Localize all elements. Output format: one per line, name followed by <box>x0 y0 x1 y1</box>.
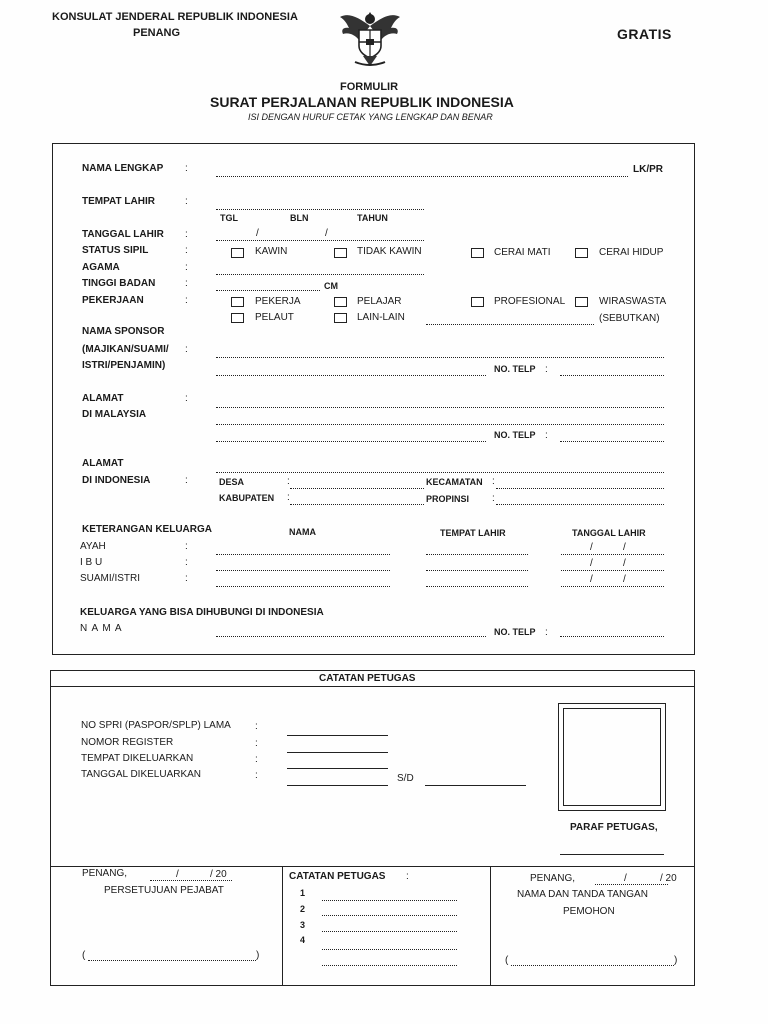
penang-date-label-applicant: PENANG, <box>530 873 576 884</box>
signature-close: ) <box>674 955 678 966</box>
tempat-dikeluarkan-label: TEMPAT DIKELUARKAN <box>81 753 194 764</box>
tahun-label: TAHUN <box>357 213 388 223</box>
pekerjaan-label: PEKERJAAN <box>82 295 144 306</box>
penang-date-label: PENANG, <box>82 868 128 879</box>
propinsi-label: PROPINSI <box>426 494 470 504</box>
ayah-nama-field[interactable] <box>216 554 390 555</box>
kabupaten-label: KABUPATEN <box>219 493 275 503</box>
bottom-divider <box>50 866 695 867</box>
sponsor-telp-field[interactable] <box>560 375 664 376</box>
approval-date-field[interactable] <box>150 880 232 881</box>
date-slash: / <box>325 228 328 239</box>
colon: : <box>492 476 495 487</box>
colon: : <box>185 295 188 306</box>
applicant-signature-field[interactable] <box>511 965 674 966</box>
nomor-register-label: NOMOR REGISTER <box>81 737 174 748</box>
tanggal-lahir-field[interactable] <box>216 240 424 241</box>
colon: : <box>255 738 258 749</box>
sponsor-label-line2: (MAJIKAN/SUAMI/ <box>82 344 169 355</box>
wiraswasta-label: WIRASWASTA <box>599 296 667 307</box>
cerai-hidup-checkbox[interactable] <box>575 248 588 258</box>
sd-label: S/D <box>397 773 414 784</box>
ibu-tempat-field[interactable] <box>426 570 528 571</box>
colon: : <box>185 229 188 240</box>
suami-istri-label: SUAMI/ISTRI <box>80 573 141 584</box>
colon: : <box>185 393 188 404</box>
date-slash: / <box>176 869 179 880</box>
sponsor-name-field[interactable] <box>216 357 664 358</box>
tanggal-dikeluarkan-field[interactable] <box>287 785 388 786</box>
note-line-1[interactable] <box>322 900 457 901</box>
lain-lain-checkbox[interactable] <box>334 313 347 323</box>
tgl-label: TGL <box>220 213 238 223</box>
alamat-malaysia-label: ALAMAT <box>82 393 124 404</box>
malaysia-telp-field[interactable] <box>560 441 664 442</box>
date-slash: / <box>623 574 626 585</box>
contact-nama-field[interactable] <box>216 636 486 637</box>
colon: : <box>185 262 188 273</box>
nomor-register-field[interactable] <box>287 752 388 753</box>
date-slash: / <box>623 558 626 569</box>
ayah-label: AYAH <box>80 541 106 552</box>
note-line-3[interactable] <box>322 931 457 932</box>
pekerja-label: PEKERJA <box>255 296 301 307</box>
kabupaten-field[interactable] <box>290 504 424 505</box>
kecamatan-label: KECAMATAN <box>426 477 483 487</box>
form-title: SURAT PERJALANAN REPUBLIK INDONESIA <box>210 94 514 110</box>
kawin-label: KAWIN <box>255 246 288 257</box>
tinggi-badan-field[interactable] <box>216 290 320 291</box>
colon: : <box>185 245 188 256</box>
garuda-emblem-icon <box>337 8 403 68</box>
ibu-tanggal-field[interactable] <box>561 570 664 571</box>
profesional-label: PROFESIONAL <box>494 296 566 307</box>
tanggal-dikeluarkan-label: TANGGAL DIKELUARKAN <box>81 769 202 780</box>
colon: : <box>255 770 258 781</box>
alamat-malaysia-field-3[interactable] <box>216 441 486 442</box>
pelajar-checkbox[interactable] <box>334 297 347 307</box>
consulate-name: KONSULAT JENDERAL REPUBLIK INDONESIA <box>52 11 298 23</box>
alamat-indonesia-field[interactable] <box>216 472 664 473</box>
colon: : <box>185 196 188 207</box>
signature-close: ) <box>256 950 260 961</box>
colon: : <box>185 278 188 289</box>
no-spri-label: NO SPRI (PASPOR/SPLP) LAMA <box>81 720 231 731</box>
tidak-kawin-label: TIDAK KAWIN <box>357 246 422 257</box>
sponsor-label: NAMA SPONSOR <box>82 326 165 337</box>
note-line-5[interactable] <box>322 965 457 966</box>
contact-family-title: KELUARGA YANG BISA DIHUBUNGI DI INDONESIA <box>80 607 324 618</box>
note-number: 2 <box>300 904 306 914</box>
colon: : <box>185 573 188 584</box>
signature-open: ( <box>505 955 509 966</box>
colon: : <box>545 627 548 638</box>
propinsi-field[interactable] <box>496 504 664 505</box>
date-slash: / <box>623 542 626 553</box>
ayah-tempat-field[interactable] <box>426 554 528 555</box>
suami-istri-tanggal-field[interactable] <box>561 586 664 587</box>
status-sipil-label: STATUS SIPIL <box>82 245 149 256</box>
ayah-tanggal-field[interactable] <box>561 554 664 555</box>
note-number: 1 <box>300 888 306 898</box>
column-divider <box>282 866 283 986</box>
no-spri-field[interactable] <box>287 735 388 736</box>
colon: : <box>185 557 188 568</box>
form-instruction: ISI DENGAN HURUF CETAK YANG LENGKAP DAN BENAR <box>248 112 493 122</box>
di-malaysia-label: DI MALAYSIA <box>82 409 147 420</box>
wiraswasta-checkbox[interactable] <box>575 297 588 307</box>
bln-label: BLN <box>290 213 309 223</box>
officer-header-divider <box>50 686 695 687</box>
pekerja-checkbox[interactable] <box>231 297 244 307</box>
alamat-malaysia-field-1[interactable] <box>216 407 664 408</box>
tanggal-sd-field[interactable] <box>425 785 526 786</box>
gender-label: LK/PR <box>633 164 663 175</box>
nama-lengkap-field[interactable] <box>216 176 628 177</box>
consulate-city: PENANG <box>133 27 181 39</box>
contact-nama-label: N A M A <box>80 623 123 634</box>
nama-lengkap-label: NAMA LENGKAP <box>82 163 164 174</box>
pelajar-label: PELAJAR <box>357 296 402 307</box>
cm-label: CM <box>324 281 338 291</box>
col-tempat-lahir-header: TEMPAT LAHIR <box>440 528 506 538</box>
colon: : <box>287 476 290 487</box>
pelaut-checkbox[interactable] <box>231 313 244 323</box>
colon: : <box>185 541 188 552</box>
malaysia-telp-label: NO. TELP <box>494 430 536 440</box>
pekerjaan-lain-field[interactable] <box>426 324 594 325</box>
desa-field[interactable] <box>290 488 424 489</box>
col-tanggal-lahir-header: TANGGAL LAHIR <box>572 528 646 538</box>
colon: : <box>255 754 258 765</box>
colon: : <box>406 871 409 882</box>
tempat-lahir-field[interactable] <box>216 209 424 210</box>
colon: : <box>255 721 258 732</box>
alamat-malaysia-field-2[interactable] <box>216 424 664 425</box>
suami-istri-nama-field[interactable] <box>216 586 390 587</box>
column-divider <box>490 866 491 986</box>
agama-field[interactable] <box>216 274 424 275</box>
tinggi-badan-label: TINGGI BADAN <box>82 278 156 289</box>
pemohon-label: PEMOHON <box>563 906 615 917</box>
col-nama-header: NAMA <box>289 527 316 537</box>
catatan-petugas-label: CATATAN PETUGAS <box>289 871 386 882</box>
date-slash: / <box>256 228 259 239</box>
sponsor-telp-label: NO. TELP <box>494 364 536 374</box>
applicant-date-field[interactable] <box>595 884 668 885</box>
nama-tanda-tangan-label: NAMA DAN TANDA TANGAN <box>517 889 648 900</box>
note-number: 3 <box>300 920 306 930</box>
sebutkan-label: (SEBUTKAN) <box>599 313 660 324</box>
ibu-label: I B U <box>80 557 103 568</box>
date-slash: / <box>590 574 593 585</box>
date-slash: / <box>624 873 627 884</box>
sponsor-label-line3: ISTRI/PENJAMIN) <box>82 360 166 371</box>
profesional-checkbox[interactable] <box>471 297 484 307</box>
agama-label: AGAMA <box>82 262 120 273</box>
tempat-lahir-label: TEMPAT LAHIR <box>82 196 155 207</box>
cerai-mati-checkbox[interactable] <box>471 248 484 258</box>
official-signature-field[interactable] <box>88 960 256 961</box>
signature-open: ( <box>82 950 86 961</box>
contact-telp-field[interactable] <box>560 636 664 637</box>
year-prefix: / 20 <box>210 869 227 880</box>
sponsor-name-field-2[interactable] <box>216 375 486 376</box>
tempat-dikeluarkan-field[interactable] <box>287 768 388 769</box>
colon: : <box>185 344 188 355</box>
di-indonesia-label: DI INDONESIA <box>82 475 151 486</box>
note-line-2[interactable] <box>322 915 457 916</box>
colon: : <box>545 364 548 375</box>
persetujuan-pejabat-label: PERSETUJUAN PEJABAT <box>104 885 224 896</box>
gratis-label: GRATIS <box>617 26 672 42</box>
contact-telp-label: NO. TELP <box>494 627 536 637</box>
desa-label: DESA <box>219 477 245 487</box>
colon: : <box>492 493 495 504</box>
photo-box[interactable] <box>558 703 666 811</box>
alamat-indonesia-label: ALAMAT <box>82 458 124 469</box>
kecamatan-field[interactable] <box>496 488 664 489</box>
cerai-mati-label: CERAI MATI <box>494 247 551 258</box>
tanggal-lahir-label: TANGGAL LAHIR <box>82 229 164 240</box>
formulir-label: FORMULIR <box>340 81 399 93</box>
note-number: 4 <box>300 935 306 945</box>
date-slash: / <box>590 542 593 553</box>
cerai-hidup-label: CERAI HIDUP <box>599 247 664 258</box>
pelaut-label: PELAUT <box>255 312 294 323</box>
colon: : <box>185 475 188 486</box>
colon: : <box>545 430 548 441</box>
kawin-checkbox[interactable] <box>231 248 244 258</box>
ibu-nama-field[interactable] <box>216 570 390 571</box>
date-slash: / <box>590 558 593 569</box>
paraf-petugas-label: PARAF PETUGAS, <box>570 822 658 833</box>
tidak-kawin-checkbox[interactable] <box>334 248 347 258</box>
paraf-petugas-signature[interactable] <box>560 854 664 855</box>
suami-istri-tempat-field[interactable] <box>426 586 528 587</box>
note-line-4[interactable] <box>322 949 457 950</box>
keterangan-keluarga-title: KETERANGAN KELUARGA <box>82 524 212 535</box>
officer-section-title: CATATAN PETUGAS <box>319 673 416 684</box>
colon: : <box>185 163 188 174</box>
year-prefix: / 20 <box>660 873 677 884</box>
colon: : <box>287 492 290 503</box>
lain-lain-label: LAIN-LAIN <box>357 312 405 323</box>
